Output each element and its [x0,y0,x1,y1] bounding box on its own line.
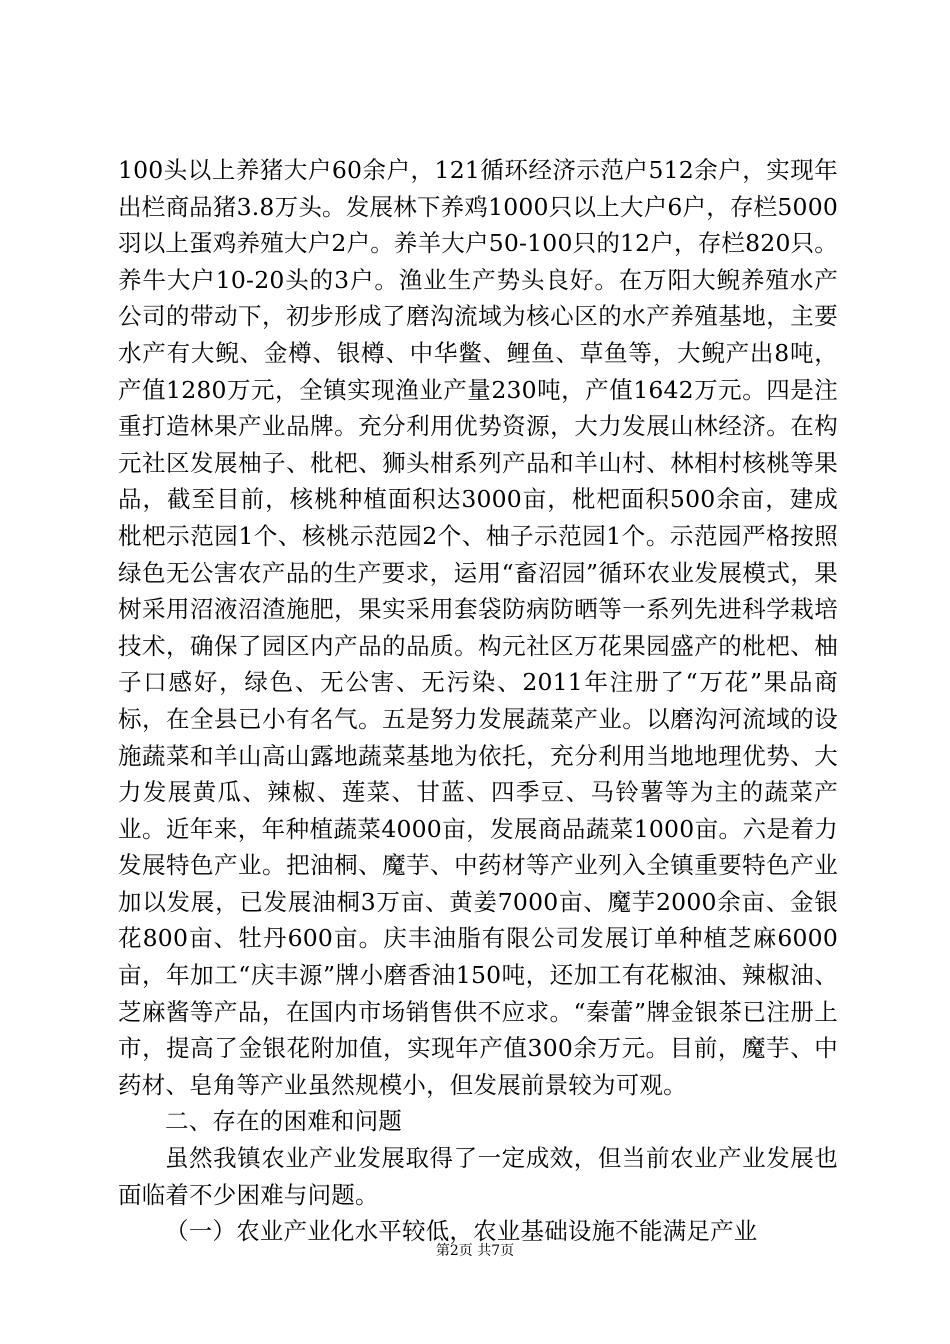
document-body [118,152,838,1250]
page-number: 第2页 共7页 [435,1243,515,1259]
body-paragraph-1: 100头以上养猪大户60余户，121循环经济示范户512余户，实现年出栏商品猪3.8万头。发展林下养鸡1000只以上大户6户，存栏5000羽以上蛋鸡养殖大户2户。养羊大户50-100只的12户，存栏820只。养牛大户10-20头的3户。渔业生产势头良好。在万阳大鲵养殖水产公司的带动下，初步形成了磨沟流域为核心区的水产养殖基地，主要水产有大鲵、金樽、银樽、中华鳖、鲤鱼、草鱼等，大鲵产出8吨，产值1280万元，全镇实现渔业产量230吨，产值1642万元。四是注重打造林果产业品牌。充分利用优势资源，大力发展山林经济。在构元社区发展柚子、枇杷、狮头柑系列产品和羊山村、林相村核桃等果品，截至目前，核桃种植面积达3000亩，枇杷面积500余亩，建成枇杷示范园1个、核桃示范园2个、柚子示范园1个。示范园严格按照绿色无公害农产品的生产要求，运用“畜沼园”循环农业发展模式，果树采用沼液沼渣施肥，果实采用套袋防病防晒等一系列先进科学栽培技术，确保了园区内产品的品质。构元社区万花果园盛产的枇杷、柚子口感好，绿色、无公害、无污染、2011年注册了“万花”果品商标，在全县已小有名气。五是努力发展蔬菜产业。以磨沟河流域的设施蔬菜和羊山高山露地蔬菜基地为依托，充分利用当地地理优势、大力发展黄瓜、辣椒、莲菜、甘蓝、四季豆、马铃薯等为主的蔬菜产业。近年来，年种植蔬菜4000亩，发展商品蔬菜1000亩。六是着力发展特色产业。把油桐、魔芋、中药材等产业列入全镇重要特色产业加以发展，已发展油桐3万亩、黄姜7000亩、魔芋2000余亩、金银花800亩、牡丹600亩。庆丰油脂有限公司发展订单种植芝麻6000亩，年加工“庆丰源”牌小磨香油150吨，还加工有花椒油、辣椒油、芝麻酱等产品，在国内市场销售供不应求。“秦蕾”牌金银茶已注册上市，提高了金银花附加值，实现年产值300余万元。目前，魔芋、中药材、皂角等产业虽然规模小，但发展前景较为可观。 [118,156,838,1099]
subsection-heading-1: （一）农业产业化水平较低，农业基础设施不能满足产业 [165,1217,758,1246]
section-heading-difficulties: 二、存在的困难和问题 [165,1107,402,1136]
page-footer [0,1242,950,1260]
body-paragraph-2: 虽然我镇农业产业发展取得了一定成效，但当前农业产业发展也面临着不少困难与问题。 [118,1144,838,1209]
